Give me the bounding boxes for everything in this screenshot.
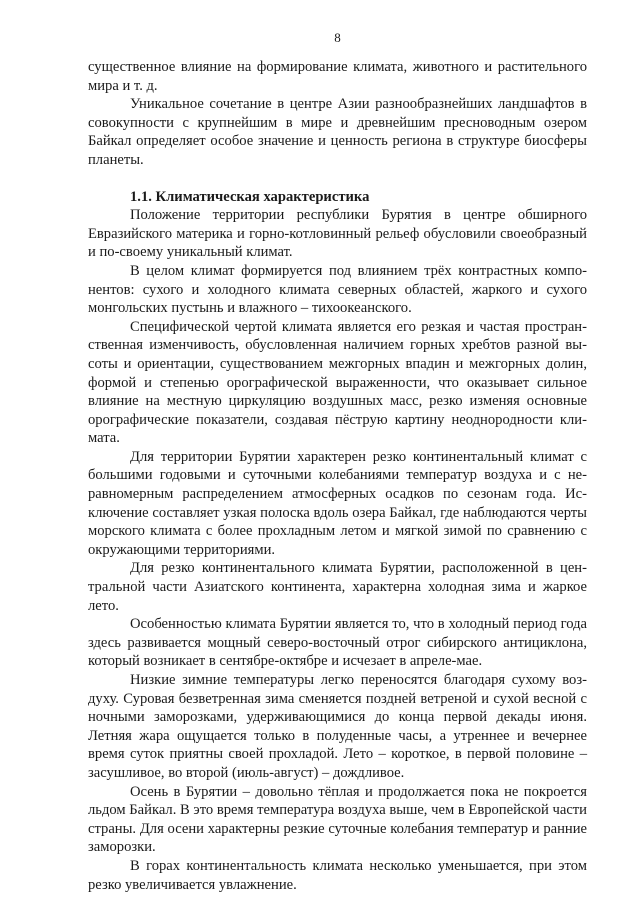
- document-page: [88, 30, 587, 894]
- paragraph-intro: Уникальное сочетание в центре Азии разнообразнейших ландшафтов в совокупности с крупнейшим в мире и древнейшим пресноводным озером Байкал определяет особое значение и ценность региона в структуре биосферы планеты.: [88, 96, 587, 168]
- paragraph-6: Особенностью климата Бурятии является то, что в холодный период года здесь развивается мощный северо-восточный отрог сибирского антициклона, который возникает в сентябре-октябре и исчезает в апреле-мае.: [88, 616, 587, 670]
- paragraph-continuation: существенное влияние на формирование климата, животного и растительного мира и т. д.: [88, 59, 587, 94]
- paragraph-4: Для территории Бурятии характерен резко континентальный климат с большими годовыми и суточными колебаниями температур воздуха и с неравномерным распределением атмосферных осадков по сезонам года. Исключение составляет узкая полоска вдоль озера Байкал, где наблюдаются черты морского климата с более прохладным летом и мягкой зимой по сравнению с окружающими территориями.: [88, 448, 587, 558]
- section-gap: [88, 170, 587, 188]
- paragraph-3: Специфической чертой климата является его резкая и частая пространственная изменчивость, обусловленная наличием горных хребтов разной высоты и ориентации, существованием межгорных впадин и межгорных долин, формой и степенью орографической выраженности, что оказывает сильное влияние на местную циркуляцию воздушных масс, резко изменяя основные орографические показатели, создавая пёструю картину неоднородности климата.: [88, 318, 587, 447]
- section-heading: 1.1. Климатическая характеристика: [130, 188, 370, 205]
- paragraph-2: В целом климат формируется под влиянием трёх контрастных компонентов: сухого и холодного климата северных областей, жаркого и сухого монгольских пустынь и влажного – тихоокеанского.: [88, 262, 587, 317]
- paragraph-7: Низкие зимние температуры легко переносятся благодаря сухому воздуху. Суровая безветренная зима сменяется поздней ветреной и сухой весной с ночными заморозками, удерживающимися до конца первой декады июня. Летняя жара ощущается только в полуденные часы, а утреннее и вечернее время суток приятны своей прохладой. Лето – короткое, в первой половине – засушливое, во второй (июль-август) – дождливое.: [88, 672, 587, 781]
- paragraph-5: Для резко континентального климата Бурятии, расположенной в центральной части Азиатского континента, характерна холодная зима и жаркое лето.: [88, 560, 587, 614]
- paragraph-9: В горах континентальность климата несколько уменьшается, при этом резко увеличивается увлажнение.: [88, 857, 587, 893]
- paragraph-8: Осень в Бурятии – довольно тёплая и продолжается пока не покроется льдом Байкал. В это время температура воздуха выше, чем в Европейской части страны. Для осени характерны резкие суточные колебания температур и ранние заморозки.: [88, 783, 587, 856]
- paragraph-1: Положение территории республики Бурятия в центре обширного Евразийского материка и горно-котловинный рельеф обусловили своеобразный и по-своему уникальный климат.: [88, 207, 587, 261]
- page-number: 8: [334, 30, 341, 45]
